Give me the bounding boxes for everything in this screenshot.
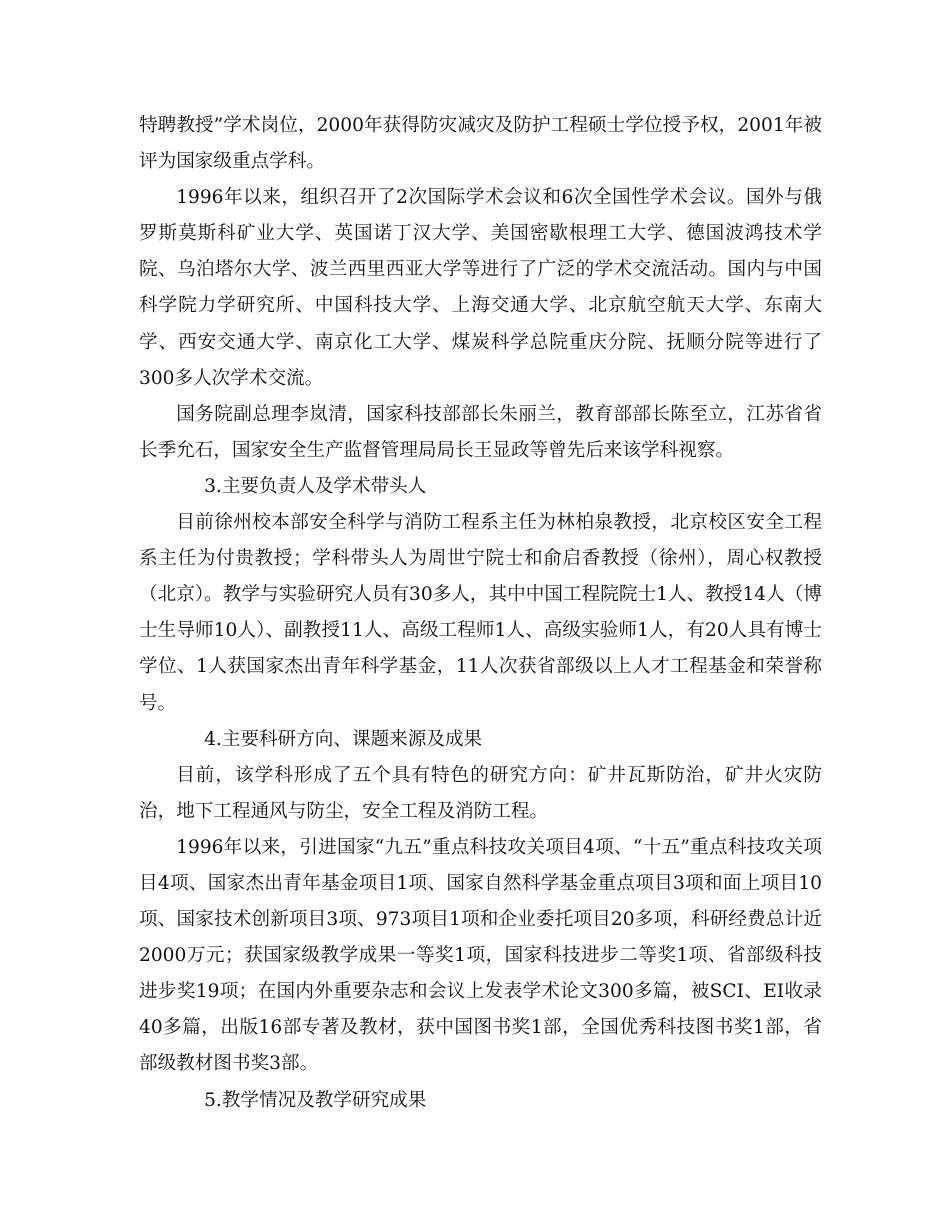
paragraph-research-directions: 目前，该学科形成了五个具有特色的研究方向：矿井瓦斯防治，矿井火灾防治，地下工程通风与防尘，安全工程及消防工程。 xyxy=(139,764,822,822)
paragraph-continuation: 特聘教授”学术岗位，2000年获得防灾减灾及防护工程硕士学位授予权，2001年被评为国家级重点学科。 xyxy=(139,115,822,173)
section-heading-leaders: 3.主要负责人及学术带头人 xyxy=(204,475,427,497)
paragraph-official-visits: 国务院副总理李岚清，国家科技部部长朱丽兰，教育部部长陈至立，江苏省省长季允石，国家安全生产监督管理局局长王显政等曾先后来该学科视察。 xyxy=(139,403,822,461)
paragraph-research-results: 1996年以来，引进国家“九五”重点科技攻关项目4项、“十五”重点科技攻关项目4项、国家杰出青年基金项目1项、国家自然科学基金重点项目3项和面上项目10项、国家技术创新项目3项、973项目1项和企业委托项目20多项，科研经费总计近2000万元；获国家级教学成果一等奖1项，国家科技进步二等奖1项、省部级科技进步奖19项；在国内外重要杂志和会议上发表学术论文300多篇，被SCI、EI收录40多篇，出版16部专著及教材，获中国图书奖1部，全国优秀科技图书奖1部，省部级教材图书奖3部。 xyxy=(139,836,822,1075)
paragraph-academic-exchange: 1996年以来，组织召开了2次国际学术会议和6次全国性学术会议。国外与俄罗斯莫斯科矿业大学、英国诺丁汉大学、美国密歇根理工大学、德国波鸿技术学院、乌泊塔尔大学、波兰西里西亚大学等进行了广泛的学术交流活动。国内与中国科学院力学研究所、中国科技大学、上海交通大学、北京航空航天大学、东南大学、西安交通大学、南京化工大学、煤炭科学总院重庆分院、抚顺分院等进行了300多人次学术交流。 xyxy=(139,187,822,389)
section-heading-research: 4.主要科研方向、课题来源及成果 xyxy=(204,728,483,750)
section-heading-teaching: 5.教学情况及教学研究成果 xyxy=(204,1089,427,1111)
paragraph-leaders: 目前徐州校本部安全科学与消防工程系主任为林柏泉教授，北京校区安全工程系主任为付贵教授；学科带头人为周世宁院士和俞启香教授（徐州），周心权教授（北京）。教学与实验研究人员有30多人，其中中国工程院院士1人、教授14人（博士生导师10人）、副教授11人、高级工程师1人、高级实验师1人，有20人具有博士学位、1人获国家杰出青年科学基金，11人次获省部级以上人才工程基金和荣誉称号。 xyxy=(139,512,822,714)
document-body xyxy=(139,108,822,1119)
